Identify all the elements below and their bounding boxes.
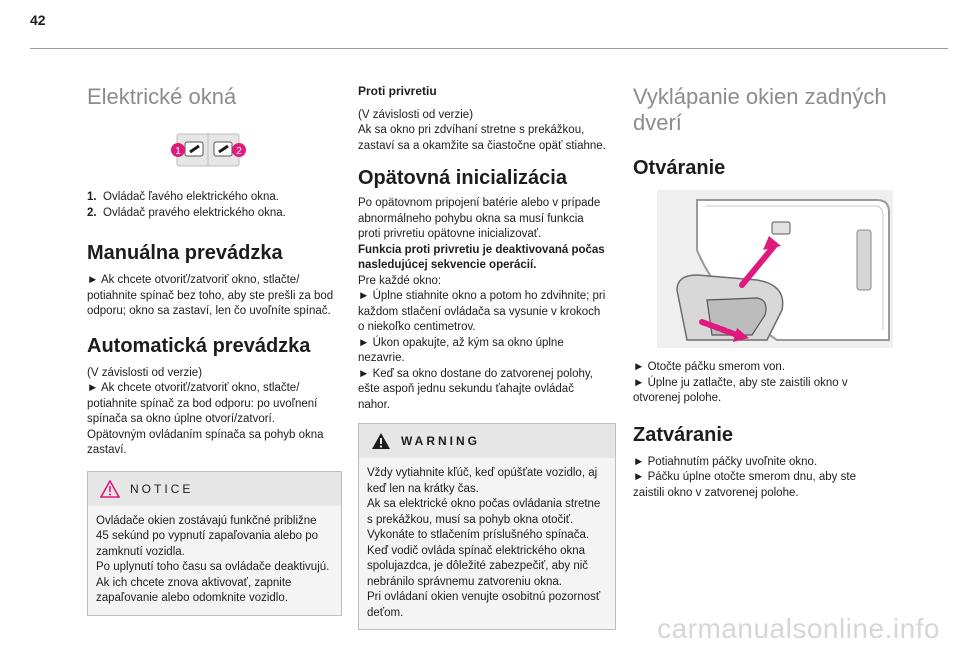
text-line: Keď vodič ovláda spínač elektrického okna [367, 544, 586, 557]
text-line: (V závislosti od verzie) [87, 366, 203, 379]
opening-text [633, 360, 893, 407]
column-2 [358, 84, 616, 630]
text-line: 45 sekúnd po vypnutí zapaľovania alebo po [96, 530, 319, 542]
heading-opening: Otváranie [633, 157, 726, 179]
legend-item [87, 206, 342, 222]
notice-header [88, 472, 341, 506]
text-line: ► Ak chcete otvoriť/zatvoriť okno, stlačte/ [87, 382, 300, 394]
text-line: ► Ak chcete otvoriť/zatvoriť okno, stlačte/ [87, 274, 300, 286]
legend-item [87, 190, 342, 206]
notice-box [87, 471, 342, 616]
text-line: zastaví sa a okamžite sa čiastočne opäť stiahne. [358, 139, 606, 152]
heading-automatic-operation: Automatická prevádzka [87, 334, 311, 357]
auto-text [87, 366, 342, 459]
notice-label: NOTICE [130, 481, 194, 496]
text-line-bold: nasledujúcej sekvencie operácií. [358, 259, 537, 271]
text-line: ► Otočte páčku smerom von. [633, 361, 785, 373]
text-line: deťom. [367, 606, 404, 619]
text-line: spínača sa okno úplne otvorí/zatvorí. [87, 413, 275, 425]
text-line-bold: Funkcia proti privretiu je deaktivovaná počas [358, 243, 605, 256]
manual-text [87, 273, 342, 320]
text-line: Po uplynutí toho času sa ovládače deaktivujú. [96, 561, 330, 573]
text-line: Pre každé okno: [358, 274, 442, 287]
legend-num: 1. [87, 191, 97, 203]
text-line: každom stlačení ovládača sa vysunie v krokoch [358, 305, 601, 318]
text-line: (V závislosti od verzie) [358, 108, 474, 121]
text-line: ► Úplne ju zatlačte, aby ste zaistili okno v [633, 376, 848, 389]
text-line: ► Potiahnutím páčky uvoľnite okno. [633, 455, 818, 468]
watermark: carmanualsonline.info [657, 613, 940, 644]
legend-num: 2. [87, 206, 97, 219]
warning-label: WARNING [401, 434, 480, 448]
text-line: zapaľovanie alebo odomknite vozidlo. [96, 592, 288, 604]
text-line: Ovládače okien zostávajú funkčné približne [96, 514, 317, 527]
title-line: Vyklápanie okien zadných [633, 84, 887, 109]
legend-text: Ovládač pravého elektrického okna. [103, 206, 286, 219]
text-line: potiahnite spínač bez toho, aby ste prešli za bod [87, 289, 334, 302]
text-line: Ak sa okno pri zdvíhaní stretne s prekážkou, [358, 124, 585, 136]
text-line: Po opätovnom pripojení batérie alebo v prípade [358, 197, 601, 209]
text-line: nahor. [358, 398, 390, 411]
text-line: ► Páčku úplne otočte smerom dnu, aby ste [633, 471, 856, 483]
text-line: Pri ovládaní okien venujte osobitnú pozornosť [367, 591, 601, 603]
heading-reinitialisation: Opätovná inicializácia [358, 167, 567, 189]
text-line: nezavrie. [358, 352, 405, 364]
text-line: potiahnite spínač za bod odporu: po uvoľnení [87, 397, 318, 410]
legend-text: Ovládač ľavého elektrického okna. [103, 191, 279, 203]
text-line: s prekážkou, musí sa pohyb okna otočiť. [367, 513, 574, 526]
page-number: 42 [30, 12, 46, 28]
text-line: ► Úkon opakujte, až kým sa okno úplne [358, 336, 564, 349]
section-title-rear-windows [633, 84, 893, 136]
window-switch-icon [87, 122, 342, 182]
text-line: Ak ich chcete znova aktivovať, zapnite [96, 576, 292, 589]
text-line: keď len na krátky čas. [367, 482, 479, 495]
heading-manual-operation: Manuálna prevádzka [87, 242, 283, 264]
text-line: nebránilo správnemu zatvoreniu okna. [367, 575, 562, 588]
header-rule [30, 48, 948, 49]
text-line: zamknutí vozidla. [96, 545, 185, 558]
text-line: spolujazdca, je dôležité zabezpečiť, aby nič [367, 560, 589, 572]
window-switch-illustration [87, 122, 342, 182]
text-line: proti privretiu opätovne inicializovať. [358, 228, 542, 240]
window-latch-lever-icon [657, 190, 893, 348]
text-line: o niekoľko centimetrov. [358, 321, 476, 333]
callout-1: 1 [175, 146, 181, 157]
notice-warning-triangle-icon [100, 480, 120, 498]
warning-body [359, 458, 615, 629]
section-title-electric-windows: Elektrické okná [87, 84, 237, 109]
title-line: dverí [633, 110, 682, 135]
notice-body [88, 506, 341, 615]
heading-anti-pinch: Proti privretiu [358, 84, 437, 98]
anti-pinch-text [358, 108, 616, 155]
reinit-text [358, 196, 616, 413]
text-line: ešte aspoň jednu sekundu ťahajte ovládač [358, 383, 574, 395]
text-line: ► Keď sa okno dostane do zatvorenej polohy, [358, 367, 593, 380]
text-line: Vykonáte to stlačením príslušného spínača. [367, 529, 590, 541]
rear-window-latch-illustration [657, 190, 893, 348]
warning-box [358, 423, 616, 630]
text-line: zaistili okno v zatvorenej polohe. [633, 486, 799, 499]
heading-closing: Zatváranie [633, 423, 734, 446]
text-line: odporu; okno sa zastaví, len čo uvoľníte spínač. [87, 305, 331, 317]
column-3 [633, 72, 893, 501]
warning-header [359, 424, 615, 458]
warning-triangle-icon [371, 432, 391, 450]
column-1 [87, 72, 342, 616]
text-line: zastaví. [87, 444, 127, 456]
callout-2: 2 [236, 146, 242, 157]
closing-text [633, 455, 893, 502]
text-line: ► Úplne stiahnite okno a potom ho zdvihnite; pri [358, 290, 606, 302]
text-line: abnormálneho pohybu okna sa musí funkcia [358, 212, 584, 225]
text-line: Vždy vytiahnite kľúč, keď opúšťate vozidlo, aj [367, 467, 598, 479]
text-line: Ak sa elektrické okno počas ovládania stretne [367, 498, 601, 510]
text-line: otvorenej polohe. [633, 392, 722, 404]
text-line: Opätovným ovládaním spínača sa pohyb okna [87, 428, 324, 441]
legend-list [87, 190, 342, 221]
